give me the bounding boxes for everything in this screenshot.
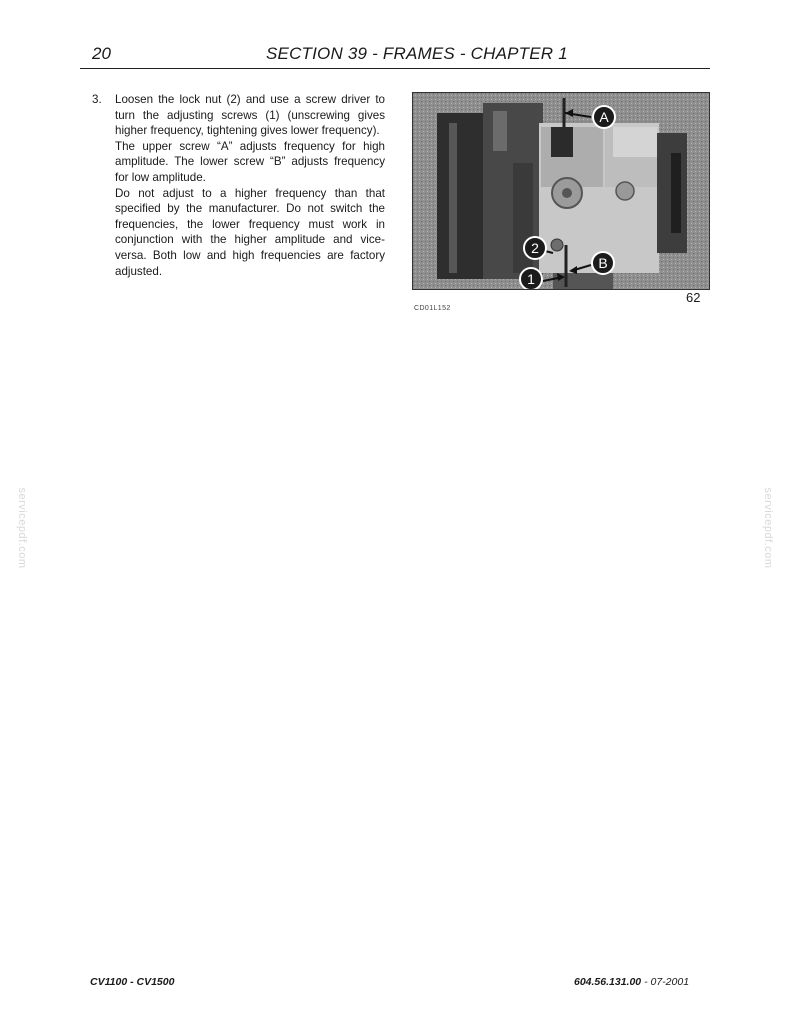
footer-date: 07-2001	[650, 976, 690, 988]
page-number: 20	[92, 44, 111, 63]
callout-1	[520, 268, 542, 289]
watermark-left: servicepdf.com	[16, 487, 28, 569]
page-header	[80, 42, 710, 69]
valve-photo	[413, 93, 709, 289]
step-paragraph-3: Do not adjust to a higher frequency than that specified by the manufacturer. Do not switch the frequencies, the lower frequency must work in conjunction with the higher amplitude and vice-versa. Both low and high frequencies are factory adjusted.	[115, 186, 385, 278]
callout-a	[593, 106, 615, 128]
footer-doc-info: 604.56.131.00 - 07-2001	[574, 976, 690, 988]
callout-2-label: 2	[531, 240, 539, 256]
footer-doc-code: 604.56.131.00	[574, 976, 642, 988]
valve-photo-figure	[412, 92, 710, 290]
step-paragraph-1: Loosen the lock nut (2) and use a screw driver to turn the adjusting screws (1) (unscrewing gives higher frequency, tightening gives lower frequency).	[115, 93, 385, 138]
step-body	[115, 92, 385, 279]
callout-a-label: A	[599, 109, 609, 125]
photo-code: CD01L152	[414, 305, 451, 312]
callout-b-label: B	[598, 255, 608, 271]
step-number: 3.	[92, 93, 102, 106]
step-paragraph-2: The upper screw “A” adjusts frequency for high amplitude. The lower screw “B” adjusts frequency for low amplitude.	[115, 139, 385, 184]
callout-1-label: 1	[527, 271, 535, 287]
section-title: SECTION 39 - FRAMES - CHAPTER 1	[266, 44, 568, 63]
callout-b	[592, 252, 614, 274]
footer-models: CV1100 - CV1500	[90, 976, 175, 988]
watermark-right: servicepdf.com	[762, 487, 774, 569]
figure-number: 62	[686, 290, 701, 305]
callout-2	[524, 237, 546, 259]
